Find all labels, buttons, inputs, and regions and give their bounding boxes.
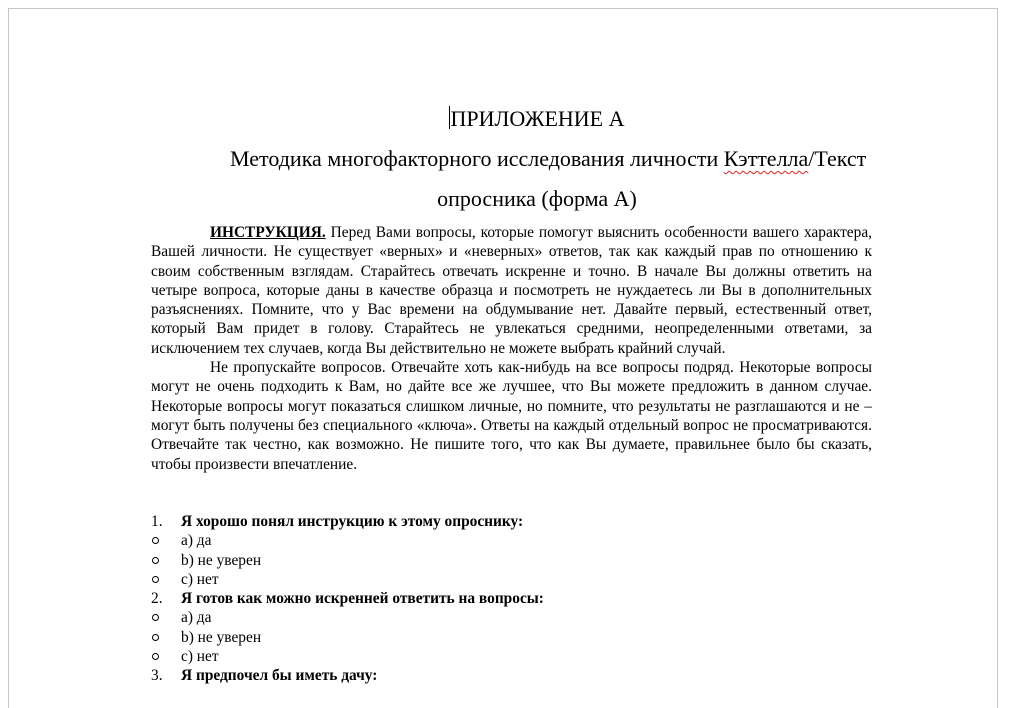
subtitle-part1: Методика многофакторного исследования личности xyxy=(230,146,724,171)
circle-bullet-icon xyxy=(152,557,159,564)
question-item xyxy=(151,589,872,608)
circle-bullet-icon xyxy=(152,614,159,621)
instruction-section xyxy=(151,223,872,474)
question-item xyxy=(151,512,872,531)
answer-option xyxy=(151,647,872,666)
instruction-paragraph-1 xyxy=(151,223,872,358)
answer-option-text: a) да xyxy=(181,532,212,550)
question-text: Я хорошо понял инструкцию к этому опроснику: xyxy=(181,513,524,530)
appendix-title-text: ПРИЛОЖЕНИЕ А xyxy=(450,106,625,131)
subtitle-line-2: опросника (форма А) xyxy=(437,186,637,211)
circle-bullet-icon xyxy=(152,634,159,641)
circle-bullet-icon xyxy=(152,576,159,583)
answer-option xyxy=(151,570,872,589)
circle-bullet-icon xyxy=(152,537,159,544)
question-number: 3. xyxy=(151,667,163,685)
appendix-title xyxy=(9,104,997,134)
answer-option xyxy=(151,608,872,627)
document-page[interactable] xyxy=(8,8,998,708)
question-item xyxy=(151,666,872,685)
answer-option-text: b) не уверен xyxy=(181,628,262,646)
subtitle-line-1 xyxy=(230,144,866,174)
question-number: 2. xyxy=(151,590,163,608)
answer-option xyxy=(151,551,872,570)
circle-bullet-icon xyxy=(152,653,159,660)
answer-option xyxy=(151,628,872,647)
instruction-paragraph-1-text: Перед Вами вопросы, которые помогут выяснить особенности вашего характера, Вашей личности. Не существует «верных» и «неверных» ответов, так как каждый прав по отношению к своим собственным взглядам. Старайтесь отвечать искренне и точно. В начале Вы должны ответить на четыре вопроса, которые даны в качестве образца и посмотреть не нуждаетесь ли Вы в дополнительных разъяснениях. Помните, что у Вас времени на обдумывание нет. Давайте первый, естественный ответ, который Вам придет в голову. Старайтесь не увлекаться средними, неопределенными ответами, за исключением тех случаев, когда Вы действительно не можете выбрать крайний случай. xyxy=(151,224,872,357)
instruction-lead: ИНСТРУКЦИЯ. xyxy=(210,224,326,241)
answer-option xyxy=(151,531,872,550)
misspelled-word[interactable]: Кэттелла xyxy=(723,146,809,171)
question-text: Я предпочел бы иметь дачу: xyxy=(181,667,378,685)
questions-list xyxy=(151,512,872,686)
answer-option-text: c) нет xyxy=(181,648,219,666)
answer-option-text: b) не уверен xyxy=(181,551,262,569)
question-text: Я готов как можно искренней ответить на вопросы: xyxy=(181,590,544,608)
question-number: 1. xyxy=(151,513,163,530)
answer-option-text: c) нет xyxy=(181,570,219,588)
subtitle-part2: /Текст xyxy=(808,146,867,171)
instruction-paragraph-2: Не пропускайте вопросов. Отвечайте хоть как-нибудь на все вопросы подряд. Некоторые вопросы могут не очень подходить к Вам, но дайте все же лучшее, что Вы можете предложить в данном случае. Некоторые вопросы могут показаться слишком личные, но помните, что результаты не разглашаются и не – могут быть получены без специального «ключа». Ответы на каждый отдельный вопрос не просматриваются. Отвечайте так честно, как возможно. Не пишите того, что как Вы думаете, правильнее было бы сказать, чтобы произвести впечатление. xyxy=(151,359,872,473)
answer-option-text: a) да xyxy=(181,609,212,627)
